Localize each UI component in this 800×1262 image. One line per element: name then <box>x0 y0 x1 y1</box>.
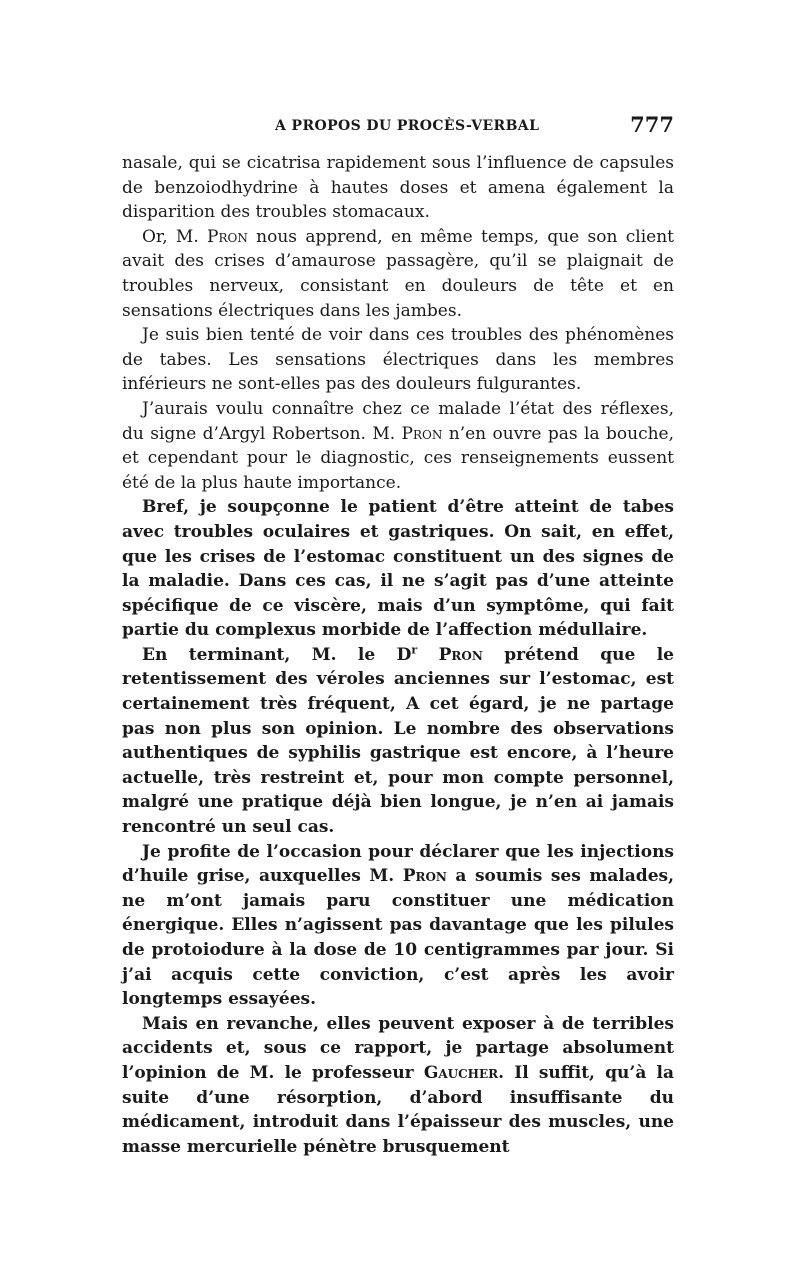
author-name: Gaucher <box>423 1062 499 1083</box>
paragraph <box>122 643 674 840</box>
text-segment: Bref, je soupçonne le patient d’être atteint de tabes avec troubles oculaires et gastriques. On sait, en effet, que les crises de l’estomac constituent un des signes de la maladie. Dans ces cas, il ne s’agit pas d’une atteinte spécifique de ce viscère, mais d’un symptôme, qui fait partie du complexus morbide de l’affection médullaire. <box>122 497 674 641</box>
paragraph <box>122 151 674 225</box>
author-name: Pron <box>401 423 443 444</box>
text-segment: Je suis bien tenté de voir dans ces troubles des phénomènes de tabes. Les sensations électriques dans les membres inférieurs ne sont-elles pas des douleurs fulgurantes. <box>122 325 674 395</box>
text-segment: a soumis ses malades, ne m’ont jamais paru constituer une médication énergique. Elles n’agissent pas davantage que les pilules de protoiodure à la dose de 10 centigrammes par jour. Si j’ai acquis cette conviction, c’est après les avoir longtemps essayées. <box>122 866 674 1010</box>
text-segment <box>417 645 438 665</box>
paragraph <box>122 495 674 643</box>
superscript: r <box>411 643 418 657</box>
page-header <box>122 112 674 142</box>
paragraph <box>122 1012 674 1160</box>
text-segment: prétend que le retentissement des véroles anciennes sur l’estomac, est certainement très fréquent, A cet égard, je ne partage pas non plus son opinion. Le nombre des observations authentiques de syphilis gastrique est encore, à l’heure actuelle, très restreint et, pour mon compte personnel, malgré une pratique déjà bien longue, je n’en ai jamais rencontré un seul cas. <box>122 644 674 838</box>
author-name: Pron <box>402 866 447 887</box>
author-name: Pron <box>207 226 248 247</box>
paragraph <box>122 225 674 323</box>
body-text <box>122 151 674 1159</box>
paragraph <box>122 323 674 397</box>
text-segment: . Il suffit, qu’à la suite d’une résorption, d’abord insuffisante du médicament, introduit dans l’épaisseur des muscles, une masse mercurielle pénètre brusquement <box>122 1062 674 1157</box>
text-segment: Mais en revanche, elles peuvent exposer à de terribles accidents et, sous ce rapport, je partage absolument l’opinion de M. le professeur <box>122 1013 674 1083</box>
text-segment: n’en ouvre pas la bouche, et cependant pour le diagnostic, ces renseignements eussent été de la plus haute importance. <box>122 423 674 493</box>
paragraph <box>122 840 674 1012</box>
text-segment: J’aurais voulu connaître chez ce malade l’état des réflexes, du signe d’Argyl Robertson. M. <box>122 398 674 444</box>
text-segment: Or, M. <box>142 226 208 247</box>
page-number: 777 <box>630 112 674 137</box>
paragraph <box>122 397 674 495</box>
text-segment: En terminant, M. le D <box>142 644 412 665</box>
author-name: Pron <box>438 644 483 665</box>
running-head: A PROPOS DU PROCÈS-VERBAL <box>275 118 540 134</box>
text-segment: Je profite de l’occasion pour déclarer que les injections d’huile grise, auxquelles M. <box>122 841 674 887</box>
text-segment: nasale, qui se cicatrisa rapidement sous l’influence de capsules de benzoiodhydrine à hautes doses et amena également la disparition des troubles stomacaux. <box>122 153 674 223</box>
text-segment: nous apprend, en même temps, que son client avait des crises d’amaurose passagère, qu’il se plaignait de troubles nerveux, consistant en douleurs de tête et en sensations électriques dans les jambes. <box>122 226 674 321</box>
